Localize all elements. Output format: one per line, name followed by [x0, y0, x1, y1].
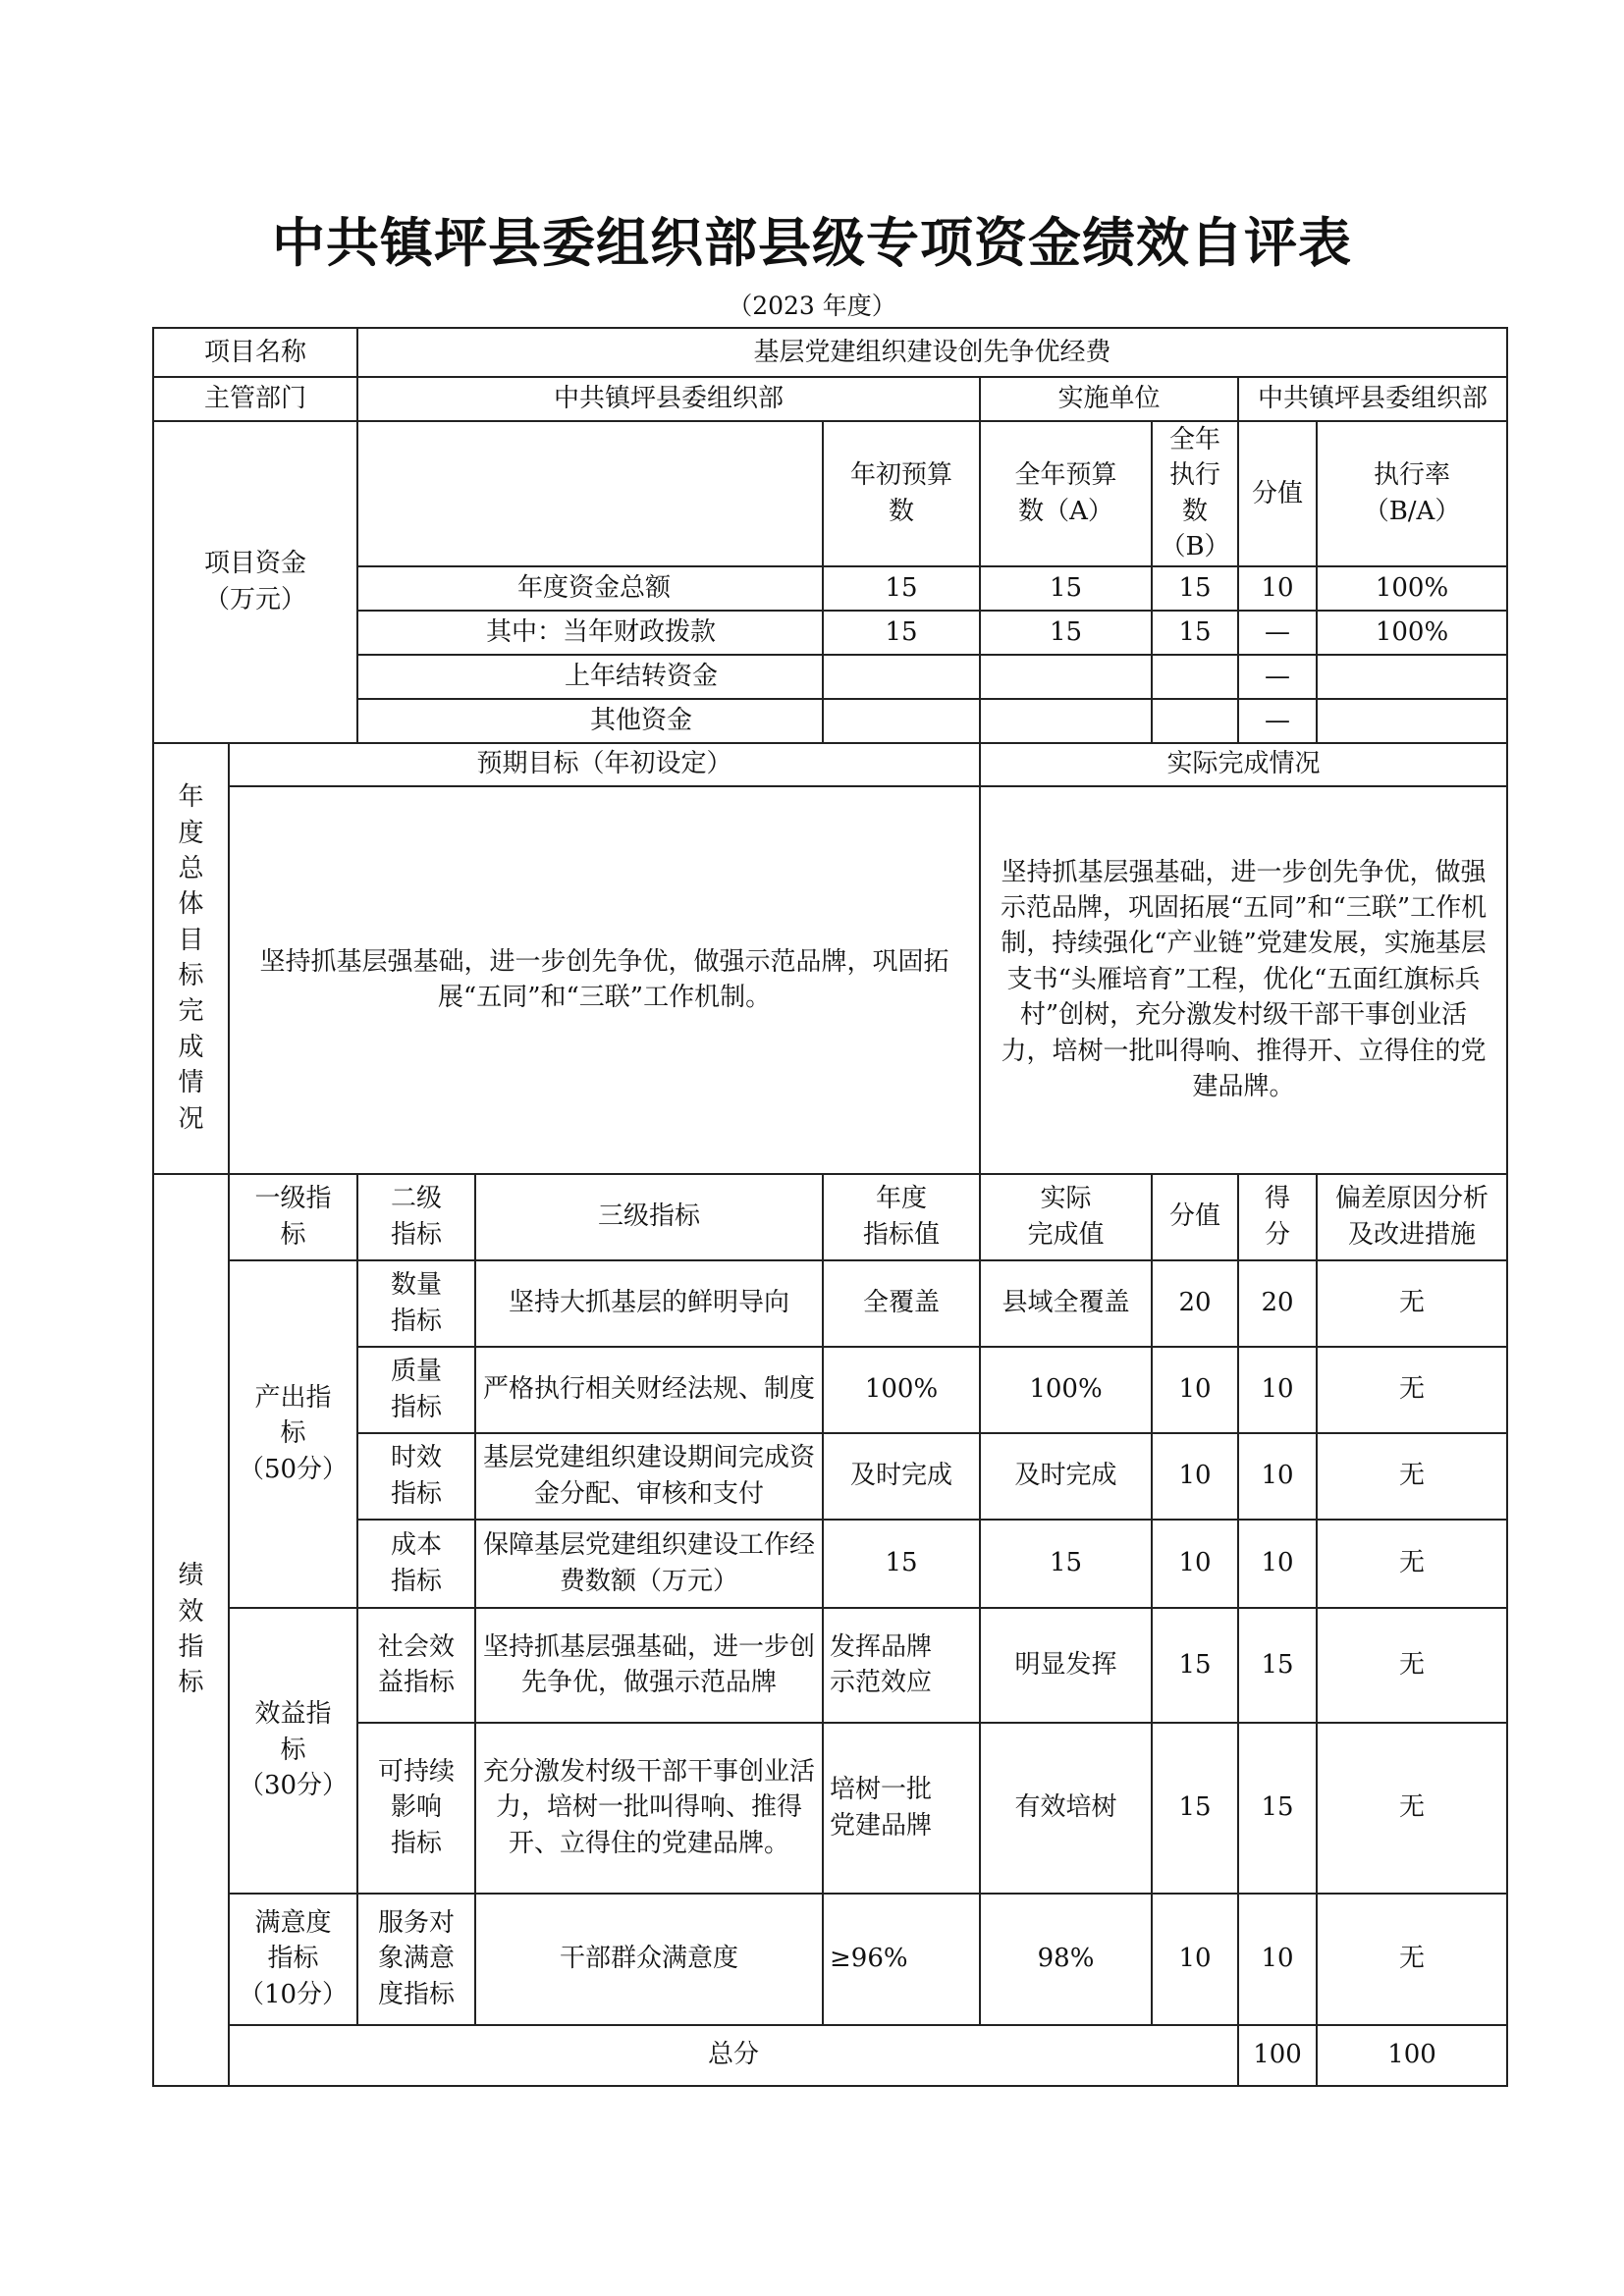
funds-initial: 15 — [823, 566, 980, 611]
funds-rate — [1317, 699, 1507, 743]
funds-full: 15 — [980, 611, 1152, 655]
level2-cell — [357, 1347, 475, 1433]
level2-text: 影响 — [391, 1792, 443, 1823]
goals-side-label — [153, 743, 229, 1174]
header-text: 年初预算 — [850, 460, 953, 491]
indicator-header-row — [153, 1174, 1507, 1260]
goals-content-row — [153, 786, 1507, 1174]
impl-value: 中共镇坪县委组织部 — [1238, 377, 1507, 421]
vertical-char: 度 — [178, 818, 204, 848]
score-value-text: 10 — [1152, 1433, 1238, 1520]
funds-initial — [823, 699, 980, 743]
level2-text: 指标 — [391, 1306, 443, 1336]
actual-text: 及时完成 — [980, 1433, 1152, 1520]
level3-text: 严格执行相关财经法规、制度 — [475, 1347, 823, 1433]
target-cell — [823, 1347, 980, 1433]
department-row — [153, 377, 1507, 421]
funds-score-value: — — [1238, 611, 1317, 655]
dept-value: 中共镇坪县委组织部 — [357, 377, 980, 421]
header-target — [823, 1174, 980, 1260]
score-text: 10 — [1238, 1894, 1317, 2025]
header-text: 执行率 — [1374, 460, 1451, 491]
header-text: 及改进措施 — [1348, 1219, 1477, 1250]
funds-rate — [1317, 655, 1507, 699]
vertical-char: 目 — [178, 925, 204, 955]
target-cell — [823, 1723, 980, 1894]
indicator-row — [153, 1260, 1507, 1347]
level2-text: 益指标 — [378, 1668, 456, 1698]
vertical-char: 完 — [178, 996, 204, 1027]
score-value-text: 10 — [1152, 1347, 1238, 1433]
vertical-char: 总 — [178, 853, 204, 883]
project-name-value: 基层党建组织建设创先争优经费 — [357, 328, 1507, 377]
performance-side-label — [153, 1174, 229, 2086]
funds-initial — [823, 655, 980, 699]
vertical-char: 年 — [178, 782, 204, 813]
vertical-char: 况 — [178, 1103, 204, 1134]
actual-text: 98% — [980, 1894, 1152, 2025]
funds-rate: 100% — [1317, 566, 1507, 611]
level1-text: 指标 — [267, 1944, 319, 1974]
level1-text: 满意度 — [254, 1907, 332, 1938]
header-text: 二级 — [391, 1184, 443, 1214]
funds-score-value: 10 — [1238, 566, 1317, 611]
level3-text: 坚持大抓基层的鲜明导向 — [475, 1260, 823, 1347]
funds-header-row — [153, 421, 1507, 566]
level1-text: （10分） — [238, 1979, 349, 2009]
level2-text: 社会效 — [378, 1631, 456, 1662]
actual-text: 100% — [980, 1347, 1152, 1433]
deviation-text: 无 — [1317, 1347, 1507, 1433]
expected-goal-text: 坚持抓基层强基础，进一步创先争优，做强示范品牌，巩固拓展“五同”和“三联”工作机制。 — [229, 786, 980, 1174]
score-text: 10 — [1238, 1520, 1317, 1608]
target-cell — [823, 1608, 980, 1723]
total-score-value: 100 — [1238, 2025, 1317, 2086]
deviation-text: 无 — [1317, 1608, 1507, 1723]
level2-cell — [357, 1260, 475, 1347]
vertical-char: 绩 — [178, 1561, 204, 1591]
score-value-text: 10 — [1152, 1894, 1238, 2025]
target-text: 15 — [885, 1548, 918, 1578]
funds-row-label: 其他资金 — [357, 699, 823, 743]
level2-text: 象满意 — [378, 1944, 456, 1974]
score-value-text: 20 — [1152, 1260, 1238, 1347]
level2-text: 数量 — [391, 1270, 443, 1301]
header-text: 指标 — [391, 1219, 443, 1250]
project-name-label: 项目名称 — [153, 328, 357, 377]
header-score-value: 分值 — [1238, 421, 1317, 566]
vertical-char: 体 — [178, 889, 204, 920]
vertical-char: 效 — [178, 1596, 204, 1627]
funds-score-value: — — [1238, 699, 1317, 743]
target-text: 示范效应 — [830, 1668, 933, 1698]
score-value-text: 15 — [1152, 1723, 1238, 1894]
funds-initial: 15 — [823, 611, 980, 655]
level2-cell — [357, 1433, 475, 1520]
level2-cell — [357, 1608, 475, 1723]
level1-text: （50分） — [238, 1454, 349, 1484]
level2-text: 服务对 — [378, 1907, 456, 1938]
goals-header-row — [153, 743, 1507, 786]
funds-header-blank — [357, 421, 823, 566]
funds-full — [980, 655, 1152, 699]
funds-score-value: — — [1238, 655, 1317, 699]
total-score: 100 — [1317, 2025, 1507, 2086]
header-text: 全年预算 — [1014, 460, 1117, 491]
level2-text: 指标 — [391, 1828, 443, 1858]
indicator-row — [153, 1894, 1507, 2025]
actual-text: 明显发挥 — [980, 1608, 1152, 1723]
actual-completion-text: 坚持抓基层强基础，进一步创先争优，做强示范品牌，巩固拓展“五同”和“三联”工作机制，持续强化“产业链”党建发展，实施基层支书“头雁培育”工程，优化“五面红旗标兵村”创树，充分激发村级干部干事创业活力，培树一批叫得响、推得开、立得住的党建品牌。 — [980, 786, 1507, 1174]
impl-label: 实施单位 — [980, 377, 1238, 421]
deviation-text: 无 — [1317, 1723, 1507, 1894]
level1-text: 效益指 — [254, 1699, 332, 1730]
deviation-text: 无 — [1317, 1520, 1507, 1608]
header-text: 一级指 — [254, 1184, 332, 1214]
header-initial-budget — [823, 421, 980, 566]
vertical-char: 标 — [178, 961, 204, 991]
funds-exec — [1152, 699, 1238, 743]
funds-row-label: 上年结转资金 — [357, 655, 823, 699]
deviation-text: 无 — [1317, 1260, 1507, 1347]
funds-full — [980, 699, 1152, 743]
header-level2 — [357, 1174, 475, 1260]
actual-text: 有效培树 — [980, 1723, 1152, 1894]
level1-text: （30分） — [238, 1771, 349, 1801]
level2-text: 度指标 — [378, 1979, 456, 2009]
level2-text: 质量 — [391, 1357, 443, 1387]
level1-satisfaction — [229, 1894, 357, 2025]
target-text: 100% — [864, 1374, 939, 1405]
target-text: ≥96% — [830, 1944, 908, 1974]
funds-row-label: 年度资金总额 — [357, 566, 823, 611]
level2-text: 成本 — [391, 1530, 443, 1561]
level2-text: 指标 — [391, 1566, 443, 1596]
funds-row-label: 其中：当年财政拨款 — [357, 611, 823, 655]
header-score — [1238, 1174, 1317, 1260]
project-name-row — [153, 328, 1507, 377]
header-text: 数 — [889, 496, 915, 526]
score-text: 10 — [1238, 1433, 1317, 1520]
target-text: 全覆盖 — [863, 1288, 941, 1318]
level3-text: 充分激发村级干部干事创业活力，培树一批叫得响、推得开、立得住的党建品牌。 — [475, 1723, 823, 1894]
actual-completion-header: 实际完成情况 — [980, 743, 1507, 786]
total-label: 总分 — [229, 2025, 1238, 2086]
level1-benefit — [229, 1608, 357, 1894]
header-text: （B） — [1160, 532, 1230, 562]
target-text: 培树一批 — [830, 1775, 933, 1805]
score-text: 20 — [1238, 1260, 1317, 1347]
level1-text: 产出指 — [254, 1382, 332, 1413]
deviation-text: 无 — [1317, 1433, 1507, 1520]
header-text: 分 — [1265, 1219, 1291, 1250]
header-text: 年度 — [876, 1184, 928, 1214]
level2-text: 指标 — [391, 1392, 443, 1422]
vertical-char: 成 — [178, 1032, 204, 1062]
target-cell — [823, 1520, 980, 1608]
target-cell — [823, 1260, 980, 1347]
target-cell — [823, 1433, 980, 1520]
header-score-value: 分值 — [1152, 1174, 1238, 1260]
header-level1 — [229, 1174, 357, 1260]
header-text: （B/A） — [1363, 496, 1461, 526]
level2-cell — [357, 1894, 475, 2025]
level1-text: 标 — [280, 1735, 306, 1765]
header-exec-rate — [1317, 421, 1507, 566]
header-text: 标 — [280, 1219, 306, 1250]
funds-label — [153, 421, 357, 743]
header-text: 指标值 — [863, 1219, 941, 1250]
funds-exec: 15 — [1152, 611, 1238, 655]
header-level3: 三级指标 — [475, 1174, 823, 1260]
header-text: 实际 — [1040, 1184, 1092, 1214]
vertical-char: 情 — [178, 1068, 204, 1098]
score-value-text: 15 — [1152, 1608, 1238, 1723]
header-full-budget — [980, 421, 1152, 566]
level2-text: 可持续 — [378, 1756, 456, 1787]
deviation-text: 无 — [1317, 1894, 1507, 2025]
header-text: 完成值 — [1027, 1219, 1105, 1250]
header-deviation — [1317, 1174, 1507, 1260]
level3-text: 保障基层党建组织建设工作经费数额（万元） — [475, 1520, 823, 1608]
header-execution — [1152, 421, 1238, 566]
total-row — [153, 2025, 1507, 2086]
target-cell — [823, 1894, 980, 2025]
header-text: 得 — [1265, 1184, 1291, 1214]
target-text: 党建品牌 — [830, 1810, 933, 1841]
dept-label: 主管部门 — [153, 377, 357, 421]
header-text: 全年执行数 — [1169, 425, 1221, 526]
level3-text: 坚持抓基层强基础，进一步创先争优，做强示范品牌 — [475, 1608, 823, 1723]
page-title: 中共镇坪县委组织部县级专项资金绩效自评表 — [272, 211, 1352, 274]
score-text: 10 — [1238, 1347, 1317, 1433]
target-text: 发挥品牌 — [830, 1631, 933, 1662]
funds-exec — [1152, 655, 1238, 699]
score-text: 15 — [1238, 1723, 1317, 1894]
level2-text: 时效 — [391, 1443, 443, 1473]
actual-text: 15 — [980, 1520, 1152, 1608]
level3-text: 基层党建组织建设期间完成资金分配、审核和支付 — [475, 1433, 823, 1520]
level2-cell — [357, 1520, 475, 1608]
header-actual — [980, 1174, 1152, 1260]
level2-cell — [357, 1723, 475, 1894]
year-subtitle: （2023 年度） — [728, 292, 896, 320]
vertical-char: 标 — [178, 1668, 204, 1698]
funds-label-line2: （万元） — [204, 584, 307, 614]
vertical-char: 指 — [178, 1632, 204, 1663]
target-text: 及时完成 — [850, 1461, 953, 1491]
level1-text: 标 — [280, 1418, 306, 1449]
level3-text: 干部群众满意度 — [475, 1894, 823, 2025]
funds-rate: 100% — [1317, 611, 1507, 655]
funds-label-line1: 项目资金 — [204, 549, 307, 579]
score-value-text: 10 — [1152, 1520, 1238, 1608]
indicator-row — [153, 1608, 1507, 1723]
expected-goal-header: 预期目标（年初设定） — [229, 743, 980, 786]
funds-exec: 15 — [1152, 566, 1238, 611]
level1-output — [229, 1260, 357, 1608]
header-text: 偏差原因分析 — [1335, 1184, 1489, 1214]
funds-full: 15 — [980, 566, 1152, 611]
level2-text: 指标 — [391, 1478, 443, 1509]
performance-table — [152, 327, 1508, 2087]
header-text: 数（A） — [1018, 496, 1113, 526]
actual-text: 县域全覆盖 — [980, 1260, 1152, 1347]
score-text: 15 — [1238, 1608, 1317, 1723]
